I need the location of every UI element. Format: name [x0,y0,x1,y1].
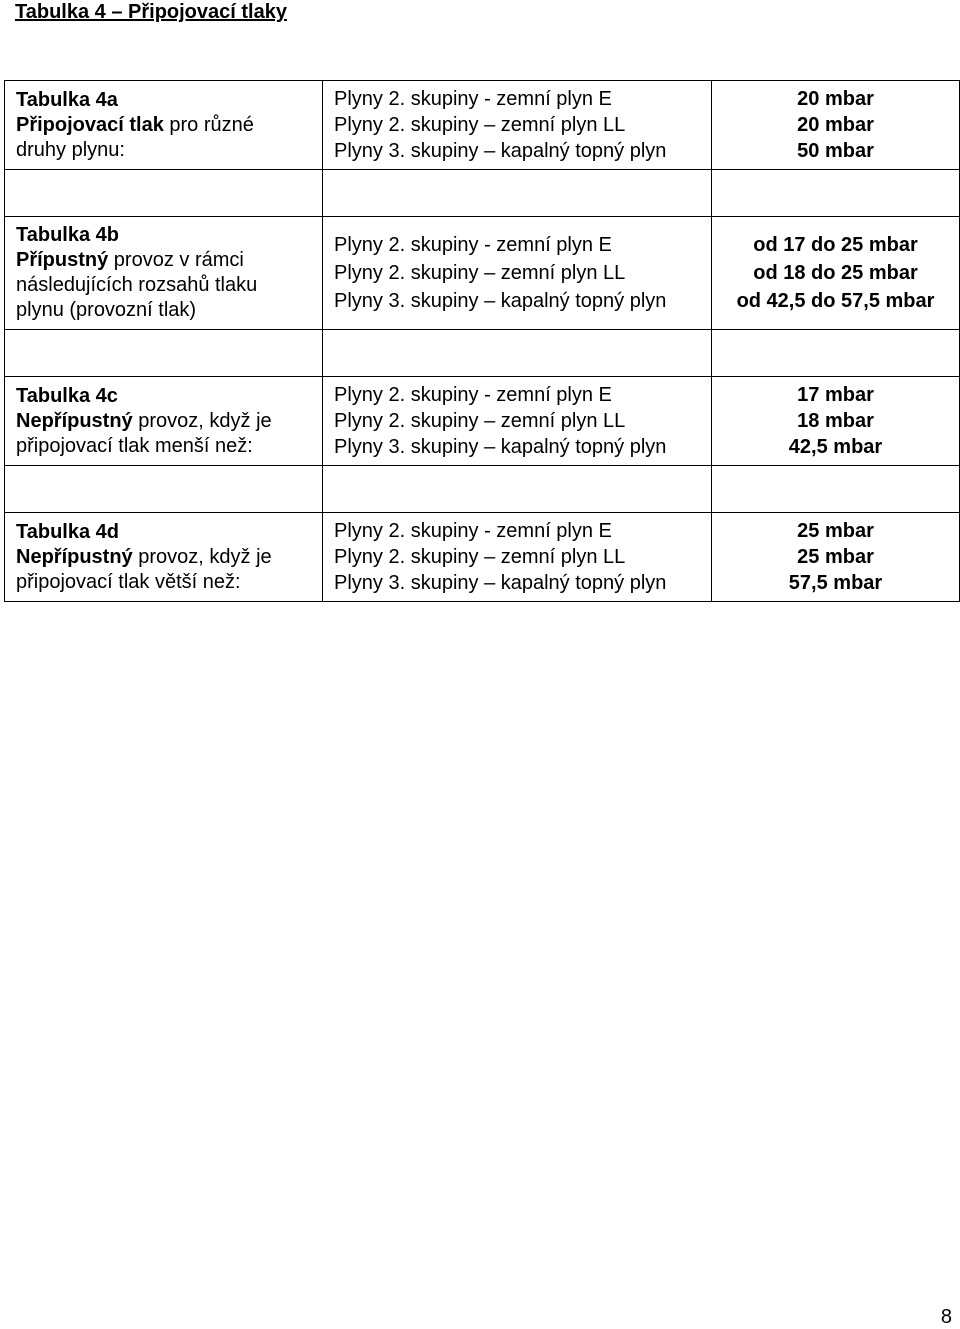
page-number: 8 [940,1306,952,1328]
row-label-4a: Tabulka 4a Připojovací tlak pro různé druhy plynu: [5,81,323,170]
value-list-4d [712,513,960,602]
pressure-value: 25 mbar [797,520,874,542]
gas-item: Plyny 3. skupiny – kapalný topný plyn [334,572,667,594]
pressure-value: 25 mbar [797,546,874,568]
gas-item: Plyny 3. skupiny – kapalný topný plyn [334,290,667,312]
pressure-value: 50 mbar [797,140,874,162]
gas-list-4a [323,81,712,170]
spacer-row [5,466,960,513]
pressure-value: 57,5 mbar [788,572,883,594]
gas-item: Plyny 2. skupiny - zemní plyn E [334,520,612,542]
gas-item: Plyny 2. skupiny – zemní plyn LL [334,546,626,568]
gas-item: Plyny 2. skupiny - zemní plyn E [334,88,612,110]
gas-item: Plyny 2. skupiny – zemní plyn LL [334,410,626,432]
table-row-4c [5,377,960,466]
pressure-table [4,80,960,602]
pressure-value: od 18 do 25 mbar [753,262,918,284]
gas-item: Plyny 3. skupiny – kapalný topný plyn [334,140,667,162]
pressure-value: od 42,5 do 57,5 mbar [736,290,935,312]
row-label-4b: Tabulka 4b Přípustný provoz v rámci následujících rozsahů tlaku plynu (provozní tlak) [5,217,323,330]
pressure-value: 20 mbar [797,114,874,136]
row-label-4c: Tabulka 4c Nepřípustný provoz, když je připojovací tlak menší než: [5,377,323,466]
gas-list-4d [323,513,712,602]
gas-item: Plyny 2. skupiny – zemní plyn LL [334,262,626,284]
table-row-4a [5,81,960,170]
value-list-4a [712,81,960,170]
gas-item: Plyny 3. skupiny – kapalný topný plyn [334,436,667,458]
gas-item: Plyny 2. skupiny – zemní plyn LL [334,114,626,136]
spacer-row [5,330,960,377]
pressure-value: 42,5 mbar [788,436,883,458]
pressure-value: 20 mbar [797,88,874,110]
table-row-4b [5,217,960,330]
value-list-4c [712,377,960,466]
page-title: Tabulka 4 – Připojovací tlaky [15,1,287,23]
gas-list-4c [323,377,712,466]
gas-list-4b [323,217,712,330]
gas-item: Plyny 2. skupiny - zemní plyn E [334,234,612,256]
gas-item: Plyny 2. skupiny - zemní plyn E [334,384,612,406]
pressure-value: 18 mbar [797,410,874,432]
value-list-4b [712,217,960,330]
pressure-value: 17 mbar [797,384,874,406]
row-label-4d: Tabulka 4d Nepřípustný provoz, když je připojovací tlak větší než: [5,513,323,602]
pressure-value: od 17 do 25 mbar [753,234,918,256]
table-row-4d [5,513,960,602]
spacer-row [5,170,960,217]
